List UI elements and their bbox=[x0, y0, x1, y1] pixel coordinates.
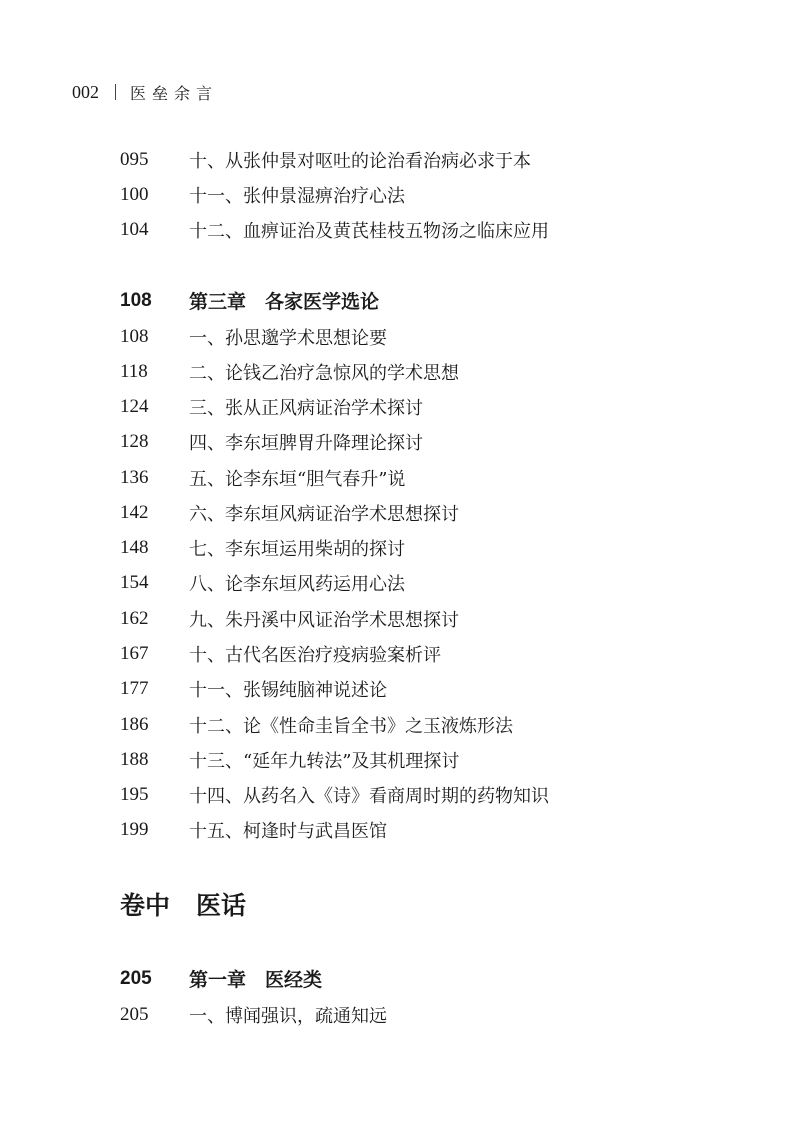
toc-entry-page: 128 bbox=[120, 430, 149, 452]
part-heading bbox=[120, 886, 246, 922]
part-name: 医话 bbox=[196, 891, 247, 920]
toc-entry-page: 095 bbox=[120, 148, 149, 170]
toc-entry-page: 188 bbox=[120, 748, 149, 770]
toc-entry-page: 136 bbox=[120, 466, 149, 488]
toc-entry-title: 十三、“延年九转法”及其机理探讨 bbox=[189, 750, 460, 772]
toc-entry-page: 154 bbox=[120, 571, 149, 593]
toc-entry-title: 十、从张仲景对呕吐的论治看治病必求于本 bbox=[189, 150, 531, 172]
toc-entry[interactable] bbox=[0, 460, 800, 495]
toc-entry[interactable] bbox=[0, 424, 800, 459]
toc-entry-page: 124 bbox=[120, 395, 149, 417]
toc-entry-page: 104 bbox=[120, 218, 149, 240]
chapter-title: 第三章 各家医学选论 bbox=[189, 291, 380, 313]
toc-entry-page: 177 bbox=[120, 677, 149, 699]
volume-label: 卷中 bbox=[120, 891, 171, 920]
toc-entry-title: 一、博闻强识，疏通知远 bbox=[189, 1005, 387, 1027]
toc-entry-title: 八、论李东垣风药运用心法 bbox=[189, 573, 405, 595]
toc-entry-title: 六、李东垣风病证治学术思想探讨 bbox=[189, 503, 459, 525]
toc-entry[interactable] bbox=[0, 495, 800, 530]
toc-entry-title: 三、张从正风病证治学术探讨 bbox=[189, 397, 423, 419]
toc-entry-title: 十一、张锡纯脑神说述论 bbox=[189, 679, 387, 701]
toc-entry[interactable] bbox=[0, 565, 800, 600]
toc-entry-page: 118 bbox=[120, 360, 148, 382]
book-title: 医垒余言 bbox=[130, 83, 219, 103]
toc-entry-page: 142 bbox=[120, 501, 149, 523]
header-divider bbox=[115, 84, 116, 100]
toc-chapter-heading[interactable] bbox=[0, 961, 800, 996]
toc-entry[interactable] bbox=[0, 671, 800, 706]
toc-entry[interactable] bbox=[0, 389, 800, 424]
toc-entry-page: 100 bbox=[120, 183, 149, 205]
page-number: 002 bbox=[72, 81, 99, 102]
toc-entry[interactable] bbox=[0, 742, 800, 777]
toc-entry-page: 205 bbox=[120, 1003, 149, 1025]
toc-entry[interactable] bbox=[0, 777, 800, 812]
toc-entry-page: 199 bbox=[120, 818, 149, 840]
toc-entry[interactable] bbox=[0, 212, 800, 247]
chapter-page: 205 bbox=[120, 967, 152, 989]
toc-chapter-heading[interactable] bbox=[0, 283, 800, 318]
toc-entry-page: 148 bbox=[120, 536, 149, 558]
toc-entry[interactable] bbox=[0, 354, 800, 389]
toc-entry-title: 五、论李东垣“胆气春升”说 bbox=[189, 468, 406, 490]
toc-entry-title: 二、论钱乙治疗急惊风的学术思想 bbox=[189, 362, 459, 384]
toc-entry-page: 195 bbox=[120, 783, 149, 805]
toc-entry-title: 十二、血痹证治及黄芪桂枝五物汤之临床应用 bbox=[189, 220, 549, 242]
toc-entry[interactable] bbox=[0, 142, 800, 177]
toc-entry-title: 十、古代名医治疗疫病验案析评 bbox=[189, 644, 441, 666]
toc-entry-title: 一、孙思邈学术思想论要 bbox=[189, 327, 387, 349]
toc-entry-page: 167 bbox=[120, 642, 149, 664]
toc-entry-title: 十四、从药名入《诗》看商周时期的药物知识 bbox=[189, 785, 549, 807]
chapter-title: 第一章 医经类 bbox=[189, 969, 323, 991]
toc-entry-title: 十二、论《性命圭旨全书》之玉液炼形法 bbox=[189, 715, 513, 737]
toc-entry-title: 四、李东垣脾胃升降理论探讨 bbox=[189, 432, 423, 454]
toc-entry[interactable] bbox=[0, 319, 800, 354]
toc-entry[interactable] bbox=[0, 636, 800, 671]
toc-entry[interactable] bbox=[0, 707, 800, 742]
running-header bbox=[72, 80, 218, 104]
toc-entry-title: 十一、张仲景湿痹治疗心法 bbox=[189, 185, 405, 207]
toc-entry[interactable] bbox=[0, 997, 800, 1032]
toc-entry[interactable] bbox=[0, 601, 800, 636]
toc-entry[interactable] bbox=[0, 177, 800, 212]
toc-entry-title: 七、李东垣运用柴胡的探讨 bbox=[189, 538, 405, 560]
toc-entry-page: 108 bbox=[120, 325, 149, 347]
toc-entry[interactable] bbox=[0, 812, 800, 847]
toc-entry-title: 九、朱丹溪中风证治学术思想探讨 bbox=[189, 609, 459, 631]
toc-entry[interactable] bbox=[0, 530, 800, 565]
toc-entry-title: 十五、柯逢时与武昌医馆 bbox=[189, 820, 387, 842]
toc-entry-page: 162 bbox=[120, 607, 149, 629]
toc-entry-page: 186 bbox=[120, 713, 149, 735]
chapter-page: 108 bbox=[120, 289, 152, 311]
